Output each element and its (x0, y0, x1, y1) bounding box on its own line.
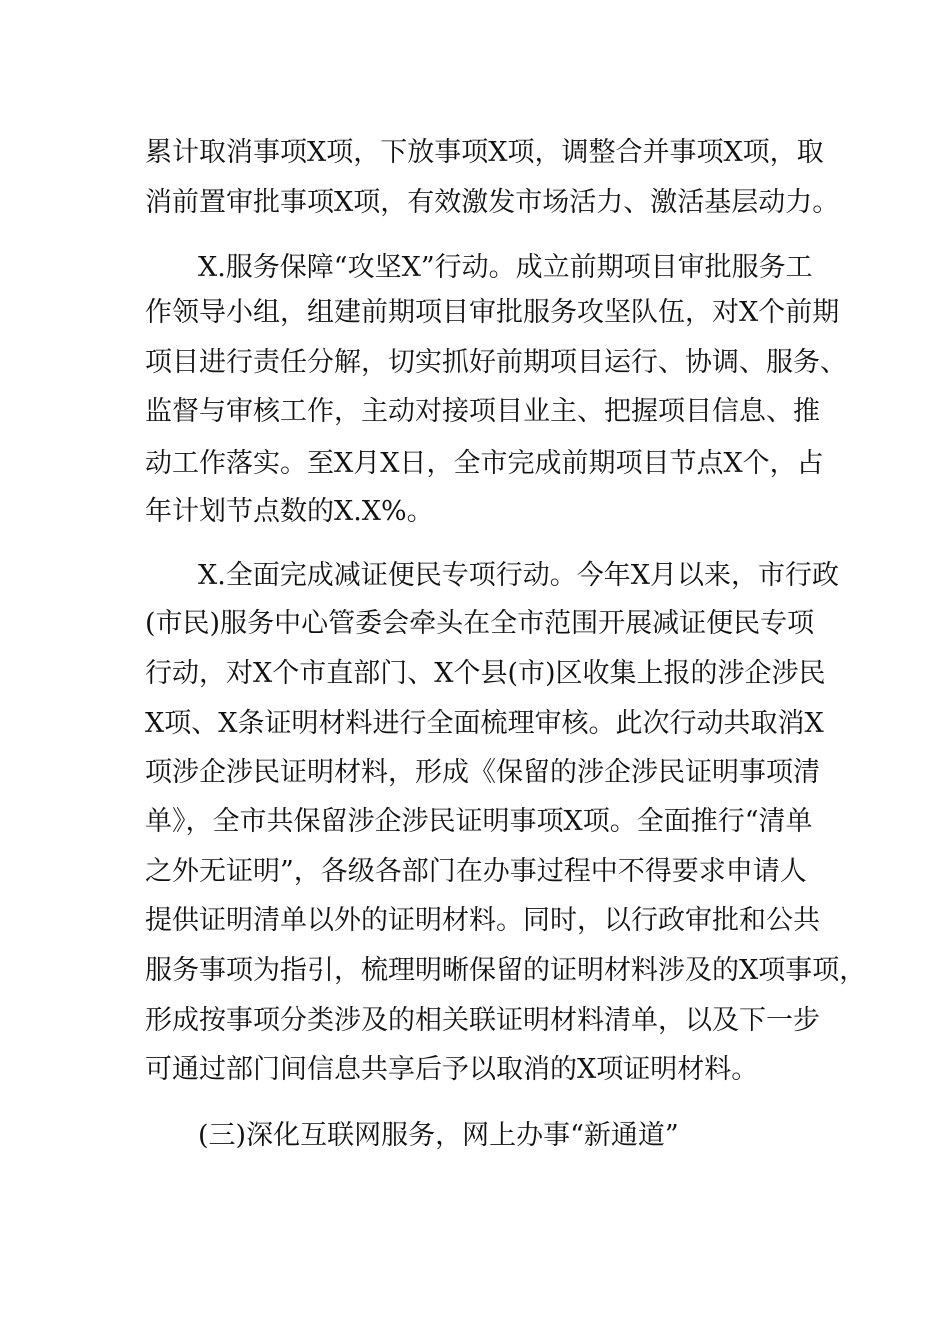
paragraph-2-line-1: X.服务保障“攻坚X”行动。成立前期项目审批服务工 (198, 252, 813, 283)
paragraph-3-line-9: 服务事项为指引，梳理明晰保留的证明材料涉及的X项事项， (145, 955, 867, 986)
paragraph-2-line-6: 年计划节点数的X.X%。 (145, 496, 434, 527)
section-heading-3: (三)深化互联网服务，网上办事“新通道” (198, 1120, 679, 1151)
paragraph-3-line-1: X.全面完成减证便民专项行动。今年X月以来，市行政 (198, 560, 840, 591)
paragraph-2-line-4: 监督与审核工作，主动对接项目业主、把握项目信息、推 (145, 396, 820, 427)
paragraph-3-line-4: X项、X条证明材料进行全面梳理审核。此次行动共取消X (145, 708, 824, 739)
paragraph-1-line-2: 消前置审批事项X项，有效激发市场活力、激活基层动力。 (145, 187, 840, 218)
paragraph-3-line-6: 单》，全市共保留涉企涉民证明事项X项。全面推行“清单 (145, 806, 813, 837)
paragraph-3-line-2: (市民)服务中心管委会牵头在全市范围开展减证便民专项 (145, 608, 815, 639)
paragraph-3-line-8: 提供证明清单以外的证明材料。同时，以行政审批和公共 (145, 905, 820, 936)
paragraph-1-line-1: 累计取消事项X项，下放事项X项，调整合并事项X项，取 (145, 137, 824, 168)
paragraph-3-line-11: 可通过部门间信息共享后予以取消的X项证明材料。 (145, 1054, 759, 1085)
paragraph-2-line-3: 项目进行责任分解，切实抓好前期项目运行、协调、服务、 (145, 347, 847, 378)
paragraph-2-line-5: 动工作落实。至X月X日，全市完成前期项目节点X个，占 (145, 448, 824, 479)
paragraph-3-line-7: 之外无证明”，各级各部门在办事过程中不得要求申请人 (145, 856, 807, 887)
paragraph-2-line-2: 作领导小组，组建前期项目审批服务攻坚队伍，对X个前期 (145, 297, 840, 328)
paragraph-3-line-3: 行动，对X个市直部门、X个县(市)区收集上报的涉企涉民 (145, 658, 826, 689)
paragraph-3-line-5: 项涉企涉民证明材料，形成《保留的涉企涉民证明事项清 (145, 757, 820, 788)
paragraph-3-line-10: 形成按事项分类涉及的相关联证明材料清单，以及下一步 (145, 1005, 820, 1036)
